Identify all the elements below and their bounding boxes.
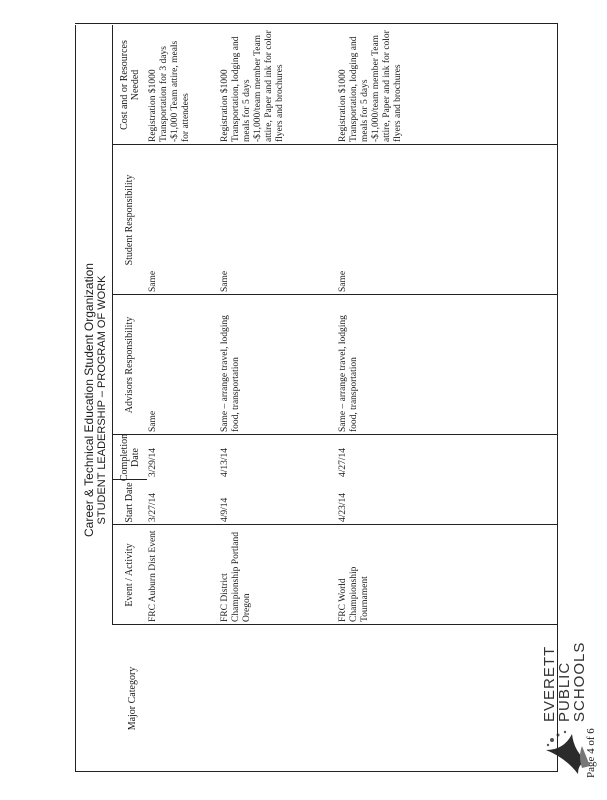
col-divider — [112, 624, 557, 625]
row1-advisors: Same — [148, 410, 158, 432]
header-cost: Cost and or Resources Needed — [118, 40, 141, 130]
header-event: Event / Activity — [124, 543, 135, 607]
col-divider — [112, 144, 557, 145]
row2-advisors: Same – arrange travel, lodging food, transportation — [220, 315, 241, 432]
document-title: Career & Technical Education Student Organization — [82, 263, 96, 537]
col-divider — [112, 434, 557, 435]
col-divider — [112, 524, 557, 525]
row3-student: Same — [338, 270, 348, 292]
row3-cost: Registration $1000 Transportation, lodging and meals for 5 days -$1,000/team member Team attire, Paper and ink for color flyers and brochures — [338, 30, 403, 142]
row1-event: FRC Auburn Dist Event — [148, 530, 158, 622]
row3-completion: 4/27/14 — [338, 447, 348, 477]
logo-line-2: PUBLIC — [556, 661, 573, 722]
row3-advisors: Same – arrange travel, lodging food, transportation — [338, 315, 359, 432]
row1-student: Same — [148, 270, 158, 292]
row2-completion: 4/13/14 — [220, 447, 230, 477]
document-subtitle: STUDENT LEADERSHIP – PROGRAM OF WORK — [96, 275, 108, 525]
header-major-category: Major Category — [126, 666, 138, 731]
row3-event: FRC World Championship Tournament — [338, 566, 370, 622]
row3-start: 4/23/14 — [338, 492, 348, 522]
row1-start: 3/27/14 — [148, 492, 158, 522]
row2-student: Same — [220, 270, 230, 292]
row1-completion: 3/29/14 — [148, 447, 158, 477]
logo-line-3: SCHOOLS — [571, 641, 588, 722]
col-divider — [112, 294, 557, 295]
logo-line-1: EVERETT — [541, 645, 558, 722]
header-completion-date: Completion Date — [118, 433, 141, 482]
row1-cost: Registration $1000 Transportation for 3 days -$1,000 Team attire, meals for attendees — [148, 40, 191, 142]
row2-cost: Registration $1000 Transportation, lodging and meals for 5 days -$1,000/team member Team attire, Paper and ink for color flyers and brochures — [220, 30, 285, 142]
header-start-date: Start Date — [124, 482, 135, 523]
header-student: Student Responsibility — [124, 174, 135, 266]
row2-start: 4/9/14 — [220, 497, 230, 522]
header-advisors: Advisors Responsibility — [124, 316, 135, 414]
page-number: Page 4 of 6 — [585, 728, 597, 778]
row2-event: FRC District Championship Portland Oregon — [220, 532, 252, 622]
